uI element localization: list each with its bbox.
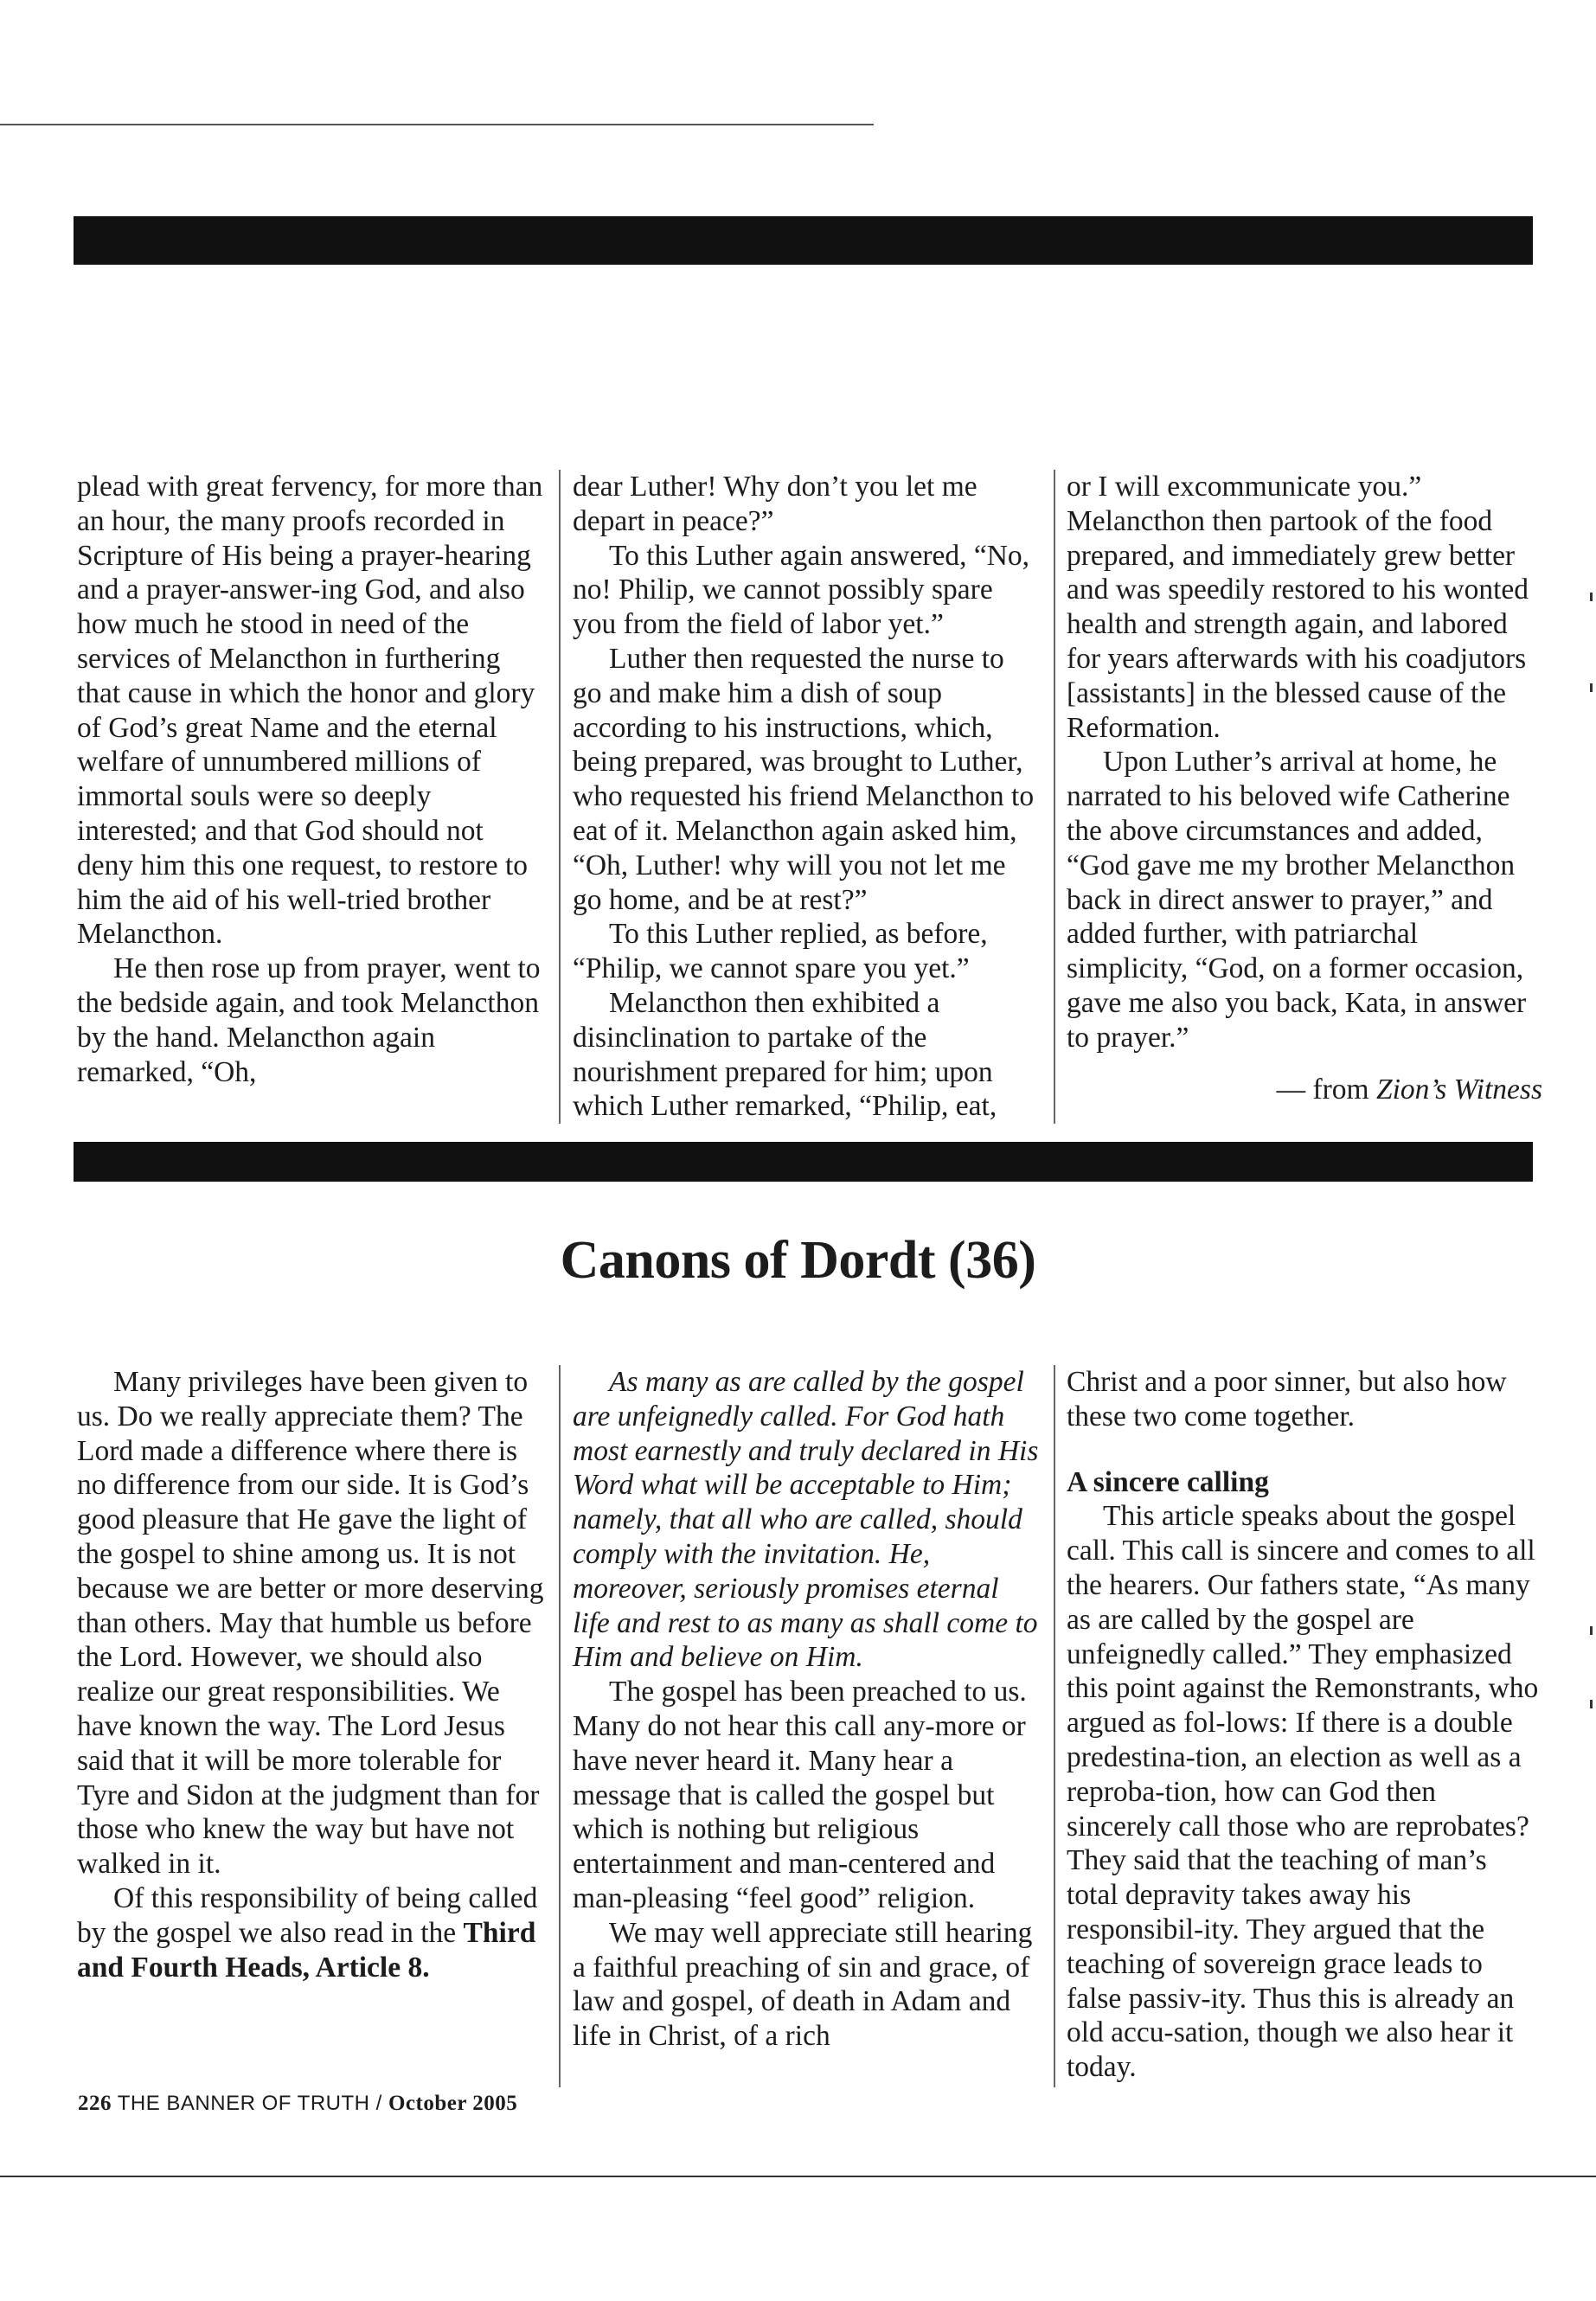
column-divider xyxy=(1054,470,1055,1124)
column-divider xyxy=(1054,1365,1055,2087)
column-divider xyxy=(559,1365,561,2087)
canon-quote: As many as are called by the gospel are unfeignedly called. For God hath most earnestly and truly declared in His Word what will be acceptable to Him; namely, that all who are called, should comply with the invitation. He, moreover, seriously promises eternal life and rest to as many as shall come to Him and believe on Him. xyxy=(573,1366,1039,1674)
top-column-2 xyxy=(573,470,1040,1124)
article-title: Canons of Dordt (36) xyxy=(560,1231,1036,1290)
subheading: A sincere calling xyxy=(1067,1465,1269,1498)
article-column-2 xyxy=(573,1365,1040,2054)
paragraph: or I will excommunicate you.” Melancthon then partook of the food prepared, and immediately grew better and was speedily restored to his wonted health and strength again, and labored for years afterwards with his coadjutors [assistants] in the blessed cause of the Reformation. xyxy=(1067,471,1529,744)
paragraph: Upon Luther’s arrival at home, he narrated to his beloved wife Catherine the above circumstances and added, “God gave me my brother Melancthon back in direct answer to prayer,” and added further, with patriarchal simplicity, “God, on a former occasion, gave me also you back, Kata, in answer to prayer.” xyxy=(1067,746,1527,1054)
paragraph: To this Luther again answered, “No, no! Philip, we cannot possibly spare you from the field of labor yet.” xyxy=(573,539,1030,641)
top-rule xyxy=(0,124,874,125)
page-footer xyxy=(78,2092,517,2116)
paragraph: plead with great fervency, for more than an hour, the many proofs recorded in Scripture of His being a prayer-hearing and a prayer-answer-ing God, and also how much he stood in need of the services of Melancthon in furthering that cause in which the honor and glory of God’s great Name and the eternal welfare of unnumbered millions of immortal souls were so deeply interested; and that God should not deny him this one request, to restore to him the aid of his well-tried brother Melancthon. xyxy=(77,471,543,951)
attribution-source: Zion’s Witness xyxy=(1375,1073,1542,1106)
page-number: 226 xyxy=(78,2092,112,2115)
paragraph-lead: Of this responsibility of being called by the gospel we also read in the xyxy=(77,1881,538,1949)
paragraph: To this Luther replied, as before, “Philip, we cannot spare you yet.” xyxy=(573,918,988,985)
footer-separator: / xyxy=(375,2092,382,2115)
bottom-rule xyxy=(0,2176,1596,2177)
canon-reference: Third and Fourth Heads, Article 8. xyxy=(77,1916,536,1984)
black-banner-middle xyxy=(74,1142,1533,1182)
black-banner-top xyxy=(74,216,1533,265)
paragraph: Many privileges have been given to us. Do we really appreciate them? The Lord made a difference where there is no difference from our side. It is God’s good pleasure that He gave the light of the gospel to shine among us. It is not because we are better or more deserving than others. May that humble us before the Lord. However, we should also realize our great responsibilities. We have known the way. The Lord Jesus said that it will be more tolerable for Tyre and Sidon at the judgment than for those who knew the way but have not walked in it. xyxy=(77,1366,544,1881)
column-divider xyxy=(559,470,561,1124)
paragraph: We may well appreciate still hearing a faithful preaching of sin and grace, of law and gospel, of death in Adam and life in Christ, of a rich xyxy=(573,1916,1033,2053)
paragraph xyxy=(77,1881,544,1984)
paragraph: Melancthon then exhibited a disinclination to partake of the nourishment prepared for him; upon which Luther remarked, “Philip, eat, xyxy=(573,986,997,1123)
attribution-prefix: — from xyxy=(1276,1073,1376,1106)
attribution xyxy=(1067,1073,1542,1107)
paragraph: Christ and a poor sinner, but also how these two come together. xyxy=(1067,1366,1507,1433)
paragraph: The gospel has been preached to us. Many do not hear this call any-more or have never heard it. Many hear a message that is called the gospel but which is nothing but religious entertainment and man-centered and man-pleasing “feel good” religion. xyxy=(573,1676,1027,1914)
edge-tick xyxy=(1590,1626,1593,1635)
paragraph: Luther then requested the nurse to go and make him a dish of soup according to his instructions, which, being prepared, was brought to Luther, who requested his friend Melancthon to eat of it. Melancthon again asked him, “Oh, Luther! why will you not let me go home, and be at rest?” xyxy=(573,642,1035,916)
paragraph: dear Luther! Why don’t you let me depart in peace?” xyxy=(573,471,977,537)
publication-name: THE BANNER OF TRUTH xyxy=(117,2092,370,2115)
article-column-3 xyxy=(1067,1365,1542,2085)
paragraph: He then rose up from prayer, went to the bedside again, and took Melancthon by the hand. Melancthon again remarked, “Oh, xyxy=(77,952,541,1088)
article-column-1 xyxy=(77,1365,544,1984)
edge-tick xyxy=(1590,593,1593,601)
edge-tick xyxy=(1590,1700,1593,1708)
top-column-1 xyxy=(77,470,544,1089)
top-column-3 xyxy=(1067,470,1542,1106)
paragraph: This article speaks about the gospel call. This call is sincere and comes to all the hearers. Our fathers state, “As many as are called by the gospel are unfeignedly called.” They emphasized this point against the Remonstrants, who argued as fol-lows: If there is a double predestina-tion, an election as well as a reproba-tion, how can God then sincerely call those who are reprobates? They said that the teaching of man’s total depravity takes away his responsibil-ity. They argued that the teaching of sovereign grace leads to false passiv-ity. Thus this is already an old accu-sation, though we also hear it today. xyxy=(1067,1500,1539,2084)
edge-tick xyxy=(1590,683,1593,692)
issue-date: October 2005 xyxy=(388,2092,518,2115)
